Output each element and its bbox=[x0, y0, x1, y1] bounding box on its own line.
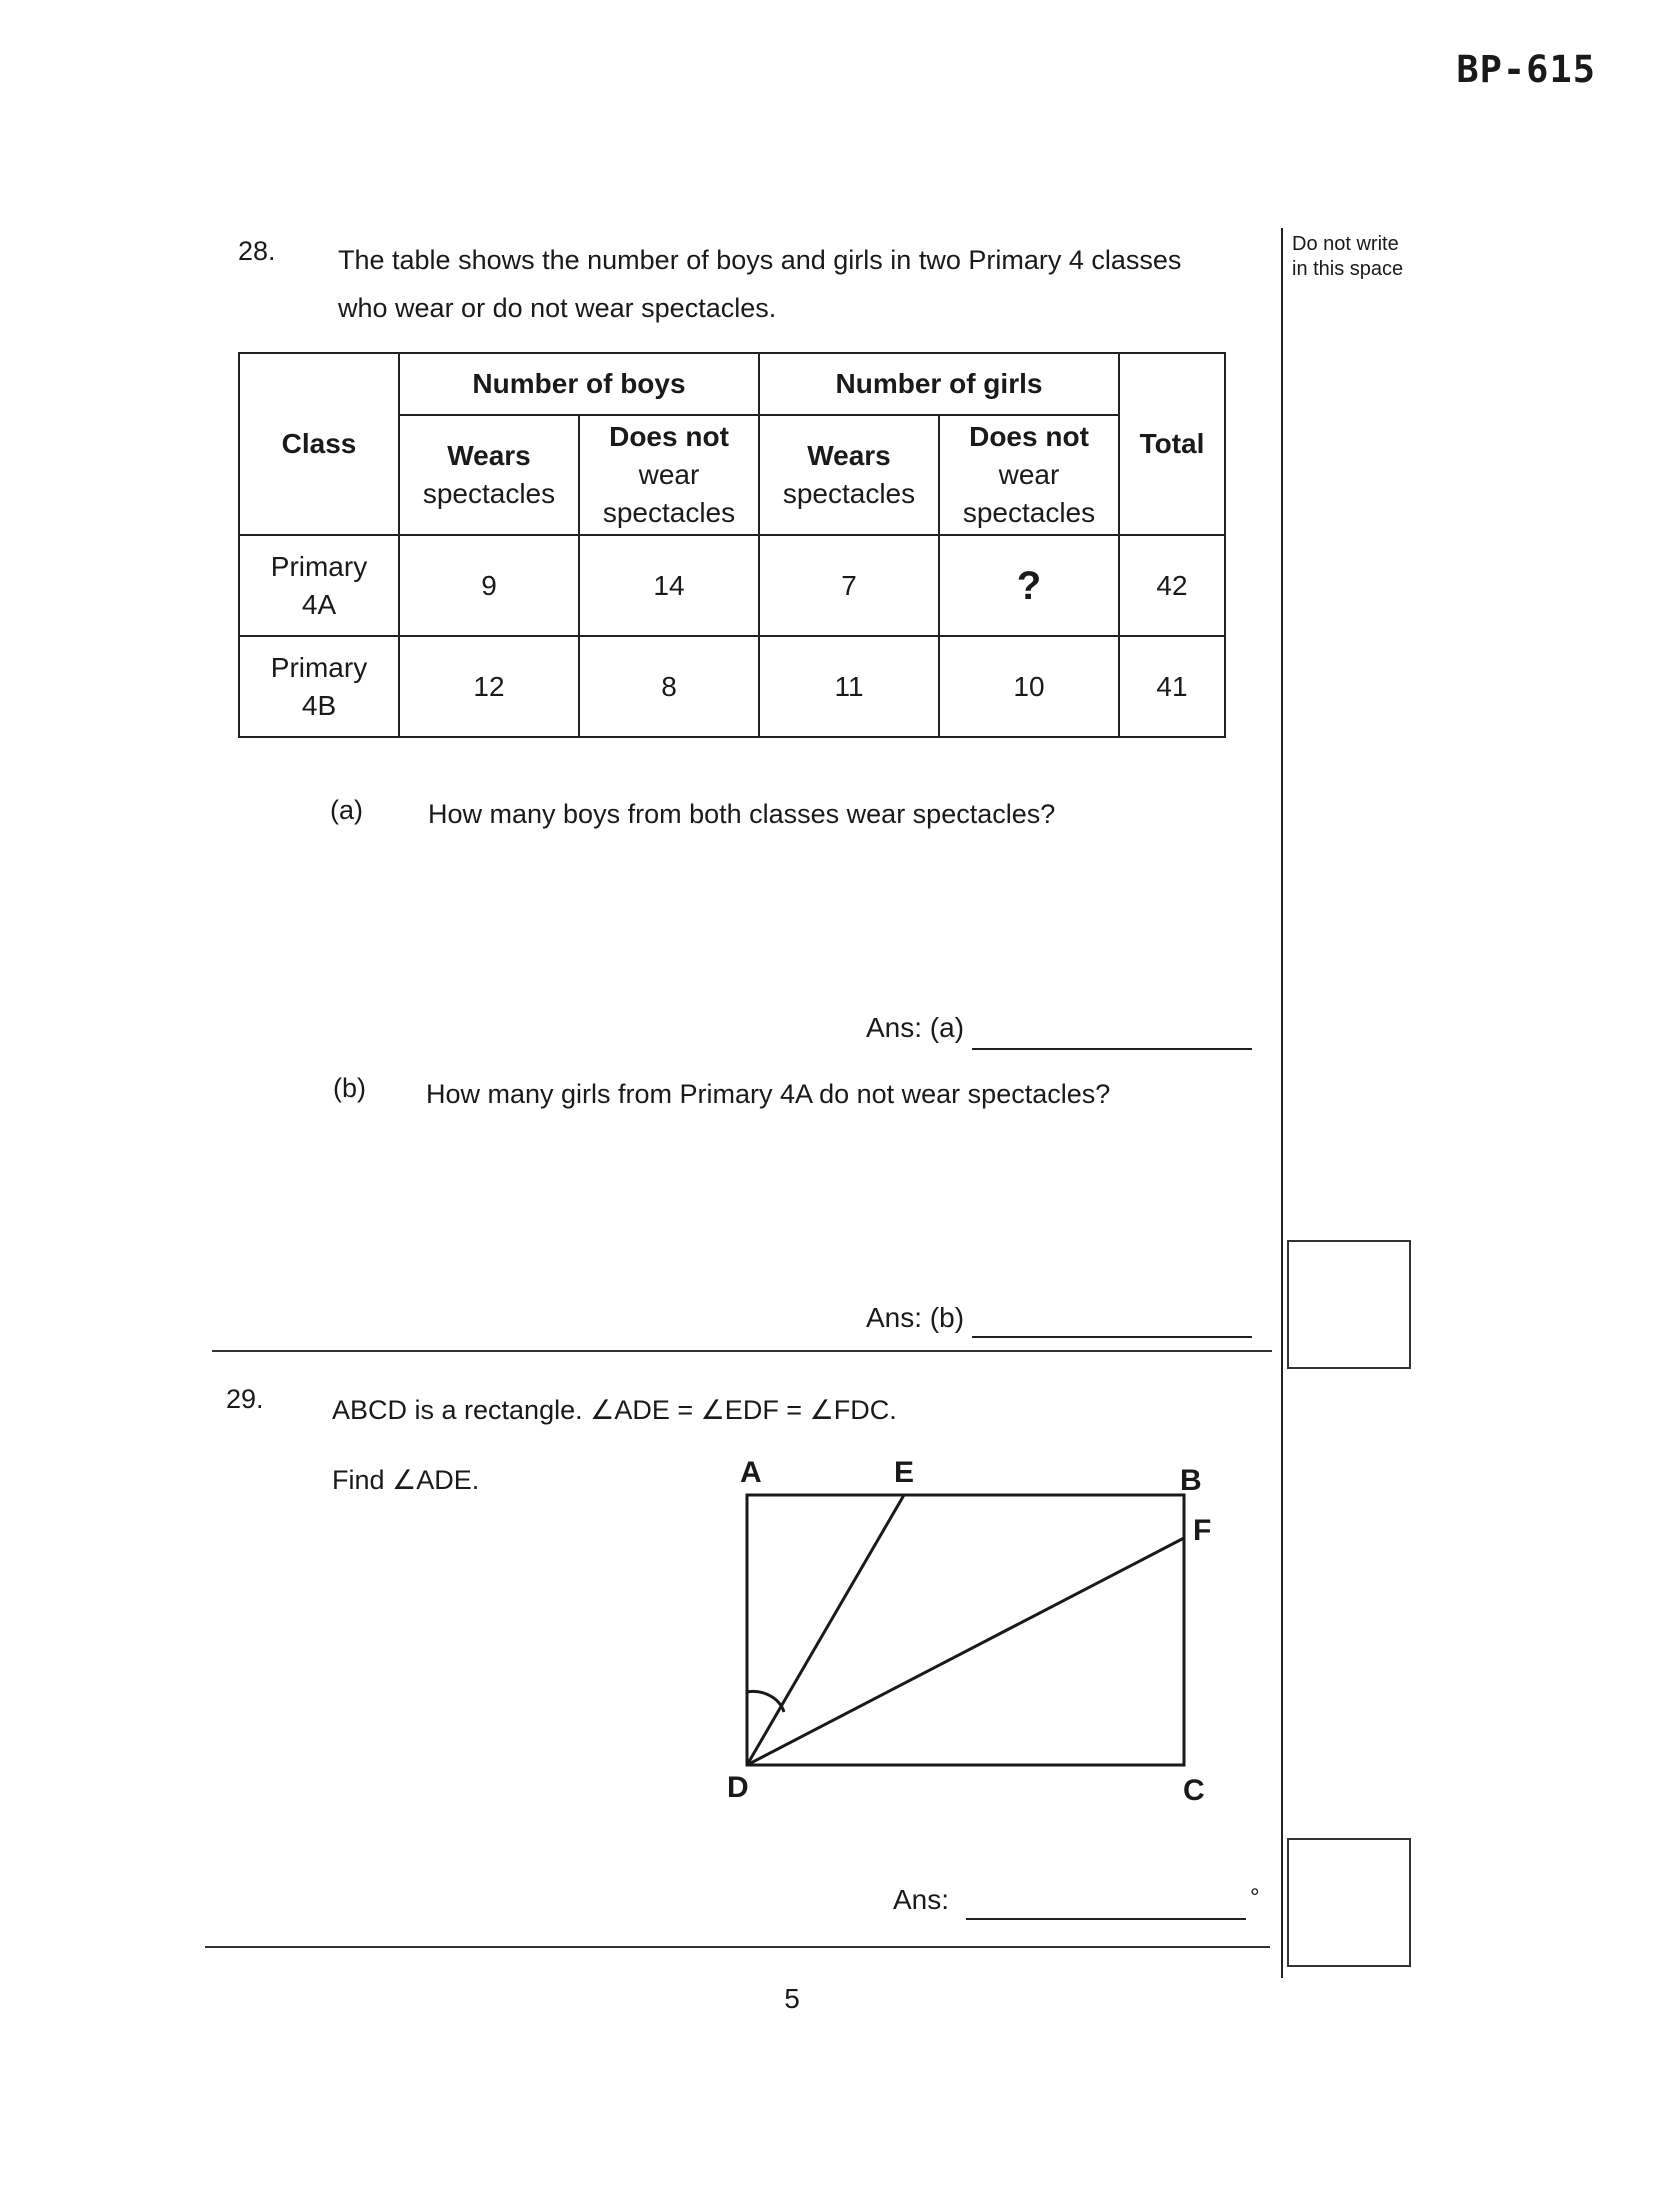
rectangle-abcd bbox=[747, 1495, 1184, 1765]
ans-b-label: Ans: (b) bbox=[866, 1302, 965, 1333]
q29-text: ABCD is a rectangle. ∠ADE = ∠EDF = ∠FDC. bbox=[332, 1395, 897, 1425]
vertex-c-label: C bbox=[1183, 1774, 1205, 1807]
bottom-separator bbox=[205, 1946, 1270, 1948]
q28-number: 28. bbox=[238, 236, 276, 266]
part-b-label: (b) bbox=[333, 1073, 366, 1103]
header-girls-wears-l2: spectacles bbox=[782, 478, 916, 509]
row-boys-not: 8 bbox=[579, 636, 759, 737]
row-girls-wear: 7 bbox=[759, 535, 939, 636]
page-number: 5 bbox=[784, 1983, 800, 2014]
row-total: 41 bbox=[1119, 636, 1225, 737]
margin-note-line2: in this space bbox=[1292, 258, 1404, 280]
header-boys-wears-l1: Wears bbox=[447, 440, 531, 471]
header-class: Class bbox=[239, 353, 399, 535]
part-a-label: (a) bbox=[330, 795, 363, 825]
q29-find: Find ∠ADE. bbox=[332, 1465, 480, 1495]
row-boys-not: 14 bbox=[579, 535, 759, 636]
row-girls-wear: 11 bbox=[759, 636, 939, 737]
row-total: 42 bbox=[1119, 535, 1225, 636]
row-girls-not: ? bbox=[939, 535, 1119, 636]
row-class-l2: 4B bbox=[301, 689, 337, 721]
header-girls-not-l3: spectacles bbox=[962, 497, 1096, 528]
ans-a-label: Ans: (a) bbox=[866, 1012, 965, 1043]
header-total: Total bbox=[1119, 353, 1225, 535]
ans-29-line[interactable] bbox=[966, 1918, 1246, 1920]
q28-text-line1: The table shows the number of boys and girls in two Primary 4 classes bbox=[338, 245, 1182, 275]
document-code: BP-615 bbox=[1456, 48, 1596, 91]
row-class-l1: Primary bbox=[270, 651, 368, 683]
vertex-a-label: A bbox=[740, 1456, 762, 1489]
margin-note-line1: Do not write bbox=[1292, 233, 1399, 255]
vertex-f-label: F bbox=[1193, 1514, 1212, 1547]
row-boys-wear: 12 bbox=[399, 636, 579, 737]
header-girls-wears-l1: Wears bbox=[807, 440, 891, 471]
part-a-question: How many boys from both classes wear spectacles? bbox=[428, 799, 1056, 829]
header-girls-not-l1: Does not bbox=[969, 421, 1089, 452]
header-number-of-boys: Number of boys bbox=[399, 353, 759, 415]
header-girls-not-l2: wear bbox=[998, 459, 1060, 490]
q29-number: 29. bbox=[226, 1384, 264, 1414]
header-boys-not-l3: spectacles bbox=[602, 497, 736, 528]
degree-symbol: ° bbox=[1250, 1884, 1260, 1911]
header-boys-not-l1: Does not bbox=[609, 421, 729, 452]
vertex-d-label: D bbox=[727, 1771, 749, 1804]
row-class-l1: Primary bbox=[270, 550, 368, 582]
header-boys-wears-l2: spectacles bbox=[422, 478, 556, 509]
row-girls-not: 10 bbox=[939, 636, 1119, 737]
vertex-e-label: E bbox=[894, 1456, 915, 1489]
q28-text-line2: who wear or do not wear spectacles. bbox=[338, 293, 777, 323]
ans-29-label: Ans: bbox=[893, 1884, 950, 1915]
row-boys-wear: 9 bbox=[399, 535, 579, 636]
header-number-of-girls: Number of girls bbox=[759, 353, 1119, 415]
q29-score-box[interactable] bbox=[1287, 1838, 1411, 1967]
vertex-b-label: B bbox=[1180, 1464, 1202, 1497]
row-class-l2: 4A bbox=[301, 588, 337, 620]
part-b-question: How many girls from Primary 4A do not wear spectacles? bbox=[426, 1079, 1111, 1109]
header-boys-not-l2: wear bbox=[638, 459, 700, 490]
